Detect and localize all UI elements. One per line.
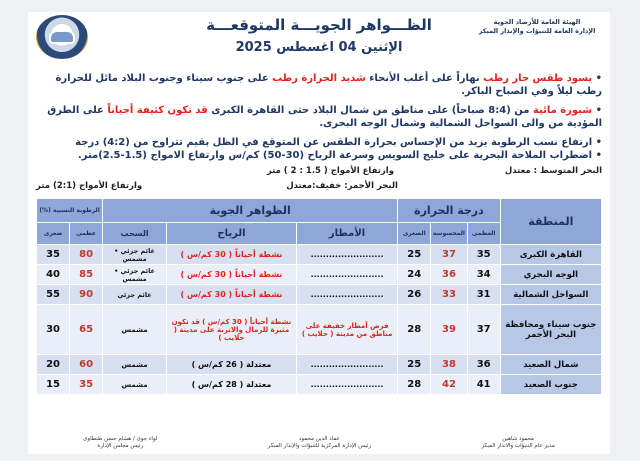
table-row	[37, 285, 602, 305]
p2-highlight-c: قد تكون كثيفة أحياناً	[107, 105, 208, 116]
forecast-date: الإثنين 04 اغسطس 2025	[235, 40, 403, 55]
header-region: المنطقة	[500, 199, 601, 245]
table-row	[37, 265, 602, 285]
region-cell: القاهرة الكبرى	[500, 245, 601, 265]
rain-cell: ........................	[296, 265, 397, 285]
max-temp-cell: 31	[467, 285, 500, 305]
header-hmax: عظمى	[70, 223, 103, 245]
min-temp-cell: 28	[398, 305, 431, 355]
signature-2-name: عماد الدين محمود	[298, 436, 340, 442]
humidity-min-cell: 55	[37, 285, 70, 305]
humidity-min-cell: 40	[37, 265, 70, 285]
region-cell: شمال الصعيد	[500, 355, 601, 375]
wind-cell: نشطة أحياناً ( 30 كم/س ) قد تكون مثيرة للرمال والاتربة على مدينة ( حلايب )	[166, 305, 296, 355]
humidity-min-cell: 20	[37, 355, 70, 375]
min-temp-cell: 25	[398, 245, 431, 265]
min-temp-cell: 24	[398, 265, 431, 285]
signature-1	[481, 436, 555, 450]
p1-highlight-a: يسود طقس حار رطب	[483, 73, 593, 84]
rain-cell: ........................	[296, 285, 397, 305]
p1-text-d: على جنوب سيناء وجنوب البلاد مائل للحرارة رطب ليلاً وفي الصباح الباكر.	[55, 73, 602, 97]
rain-cell: ........................	[296, 355, 397, 375]
signature-2	[268, 436, 371, 450]
clouds-cell: غائم جزئي	[103, 285, 167, 305]
felt-temp-cell: 39	[431, 305, 467, 355]
med-sea-waves: وارتفاع الأمواج ( 1.5 : 2 ) متر	[266, 166, 395, 176]
signature-3-name: لواء جوى / هشام حسن طنطاوى	[83, 436, 158, 442]
paragraph-general: • يسود طقس حار رطب نهاراً على أغلب الأنحاء شديد الحرارة رطب على جنوب سيناء وجنوب البلاد مائل للحرارة رطب ليلاً وفي الصباح الباكر.	[55, 73, 602, 97]
felt-temp-cell: 42	[431, 375, 467, 395]
max-temp-cell: 41	[467, 375, 500, 395]
max-temp-cell: 35	[467, 245, 500, 265]
p3-text: ارتفاع نسب الرطوبة يزيد من الإحساس بحرارة الطقس عن المتوقع في الظل بقيم تتراوح من (4:2) درجة	[75, 137, 593, 148]
organization-name	[472, 18, 602, 36]
signature-1-title: مدير عام التنبؤات والانذار المبكر	[481, 443, 555, 449]
wind-cell: معتدلة ( 28 كم/س )	[166, 375, 296, 395]
humidity-max-cell: 35	[70, 375, 103, 395]
table-row	[37, 355, 602, 375]
wind-cell: معتدلة ( 26 كم/س )	[166, 355, 296, 375]
sea-state-row-1	[28, 166, 610, 177]
table-row	[37, 245, 602, 265]
p2-highlight-a: شبورة مائية	[532, 105, 593, 116]
min-temp-cell: 28	[398, 375, 431, 395]
forecast-sheet	[28, 12, 610, 454]
header-min: الصغرى	[398, 223, 431, 245]
wind-cell: نشطة أحياناً ( 30 كم/س )	[166, 285, 296, 305]
p4-text: اضطراب الملاحة البحرية على خليج السويس وسرعة الرياح (30-50) كم/س وارتفاع الامواج (1.5-2.5)متر.	[77, 150, 593, 161]
header-wind: الرياح	[166, 223, 296, 245]
med-sea-label: البحر المتوسط : معتدل	[504, 166, 602, 176]
min-temp-cell: 26	[398, 285, 431, 305]
region-cell: جنوب الصعيد	[500, 375, 601, 395]
max-temp-cell: 34	[467, 265, 500, 285]
header-felt: المحسوسة	[431, 223, 467, 245]
humidity-min-cell: 30	[37, 305, 70, 355]
clouds-cell: مشمس	[103, 305, 167, 355]
header-rain: الأمطار	[296, 223, 397, 245]
paragraph-humidity: • ارتفاع نسب الرطوبة يزيد من الإحساس بحرارة الطقس عن المتوقع في الظل بقيم تتراوح من (4:2) درجة	[75, 137, 602, 148]
clouds-cell: غائم جزئي • مشمس	[103, 245, 167, 265]
felt-temp-cell: 37	[431, 245, 467, 265]
p2-text-d: على الطرق المؤدية من والى السواحل الشمالية وشمال الوجه البحرى.	[47, 105, 602, 129]
rain-cell: فرص أمطار خفيفة على مناطق من مدينة ( حلايب )	[296, 305, 397, 355]
min-temp-cell: 25	[398, 355, 431, 375]
org-line-1: الهيئة العامة للأرصاد الجوية	[493, 18, 581, 26]
rain-cell: ........................	[296, 245, 397, 265]
red-sea-label: البحر الأحمر: خفيف:معتدل	[286, 181, 398, 191]
header-max: العظمى	[467, 223, 500, 245]
humidity-max-cell: 65	[70, 305, 103, 355]
p1-text-b: نهاراً على أغلب الأنحاء	[365, 73, 484, 84]
felt-temp-cell: 38	[431, 355, 467, 375]
page-title: الظـــواهر الجويـــة المتوقعـــة	[206, 16, 432, 34]
felt-temp-cell: 36	[431, 265, 467, 285]
forecast-table	[36, 198, 602, 395]
signature-3-title: رئيس مجلس الإدارة	[97, 443, 144, 449]
signatures	[28, 436, 610, 450]
ema-logo-icon	[36, 15, 88, 59]
felt-temp-cell: 33	[431, 285, 467, 305]
header-hmin: صغرى	[37, 223, 70, 245]
sea-state-row-2	[28, 181, 610, 192]
signature-3	[83, 436, 157, 450]
humidity-max-cell: 90	[70, 285, 103, 305]
humidity-max-cell: 60	[70, 355, 103, 375]
rain-cell: ........................	[296, 375, 397, 395]
clouds-cell: مشمس	[103, 355, 167, 375]
region-cell: جنوب سيناء ومحافظة البحر الأحمر	[500, 305, 601, 355]
max-temp-cell: 37	[467, 305, 500, 355]
wind-cell: نشطة أحياناً ( 30 كم/س )	[166, 245, 296, 265]
table-row	[37, 305, 602, 355]
humidity-min-cell: 35	[37, 245, 70, 265]
signature-1-name: محمود شاهين	[502, 436, 534, 442]
humidity-max-cell: 85	[70, 265, 103, 285]
table-row	[37, 375, 602, 395]
clouds-cell: غائم جزئي • مشمس	[103, 265, 167, 285]
max-temp-cell: 36	[467, 355, 500, 375]
humidity-min-cell: 15	[37, 375, 70, 395]
header	[28, 12, 610, 72]
header-humidity: الرطوبة النسبية (%)	[37, 199, 103, 223]
p2-text-b: من (8:4 صباحاً) على مناطق من شمال البلاد حتى القاهرة الكبرى	[207, 105, 533, 116]
paragraph-navigation: • اضطراب الملاحة البحرية على خليج السويس وسرعة الرياح (30-50) كم/س وارتفاع الامواج (1.5-2.5)متر.	[77, 150, 602, 161]
region-cell: السواحل الشمالية	[500, 285, 601, 305]
signature-2-title: رئيس الإدارة المركزية للتنبؤات والإنذار المبكر	[267, 443, 372, 449]
region-cell: الوجه البحري	[500, 265, 601, 285]
wind-cell: نشطة أحياناً ( 30 كم/س )	[166, 265, 296, 285]
paragraph-fog: • شبورة مائية من (8:4 صباحاً) على مناطق من شمال البلاد حتى القاهرة الكبرى قد تكون كثيفة أحياناً على الطرق المؤدية من والى السواحل الشمالية وشمال الوجه البحرى.	[47, 105, 602, 129]
header-phenomena: الظواهر الجوية	[103, 199, 398, 223]
red-sea-waves: وارتفاع الأمواج (2:1) متر	[36, 181, 143, 191]
header-clouds: السحب	[103, 223, 167, 245]
p1-highlight-c: شديد الحرارة رطب	[272, 73, 366, 84]
clouds-cell: مشمس	[103, 375, 167, 395]
header-temp: درجة الحرارة	[398, 199, 500, 223]
org-line-2: الإدارة العامة للتنبؤات والإنذار المبكر	[478, 27, 596, 35]
humidity-max-cell: 80	[70, 245, 103, 265]
